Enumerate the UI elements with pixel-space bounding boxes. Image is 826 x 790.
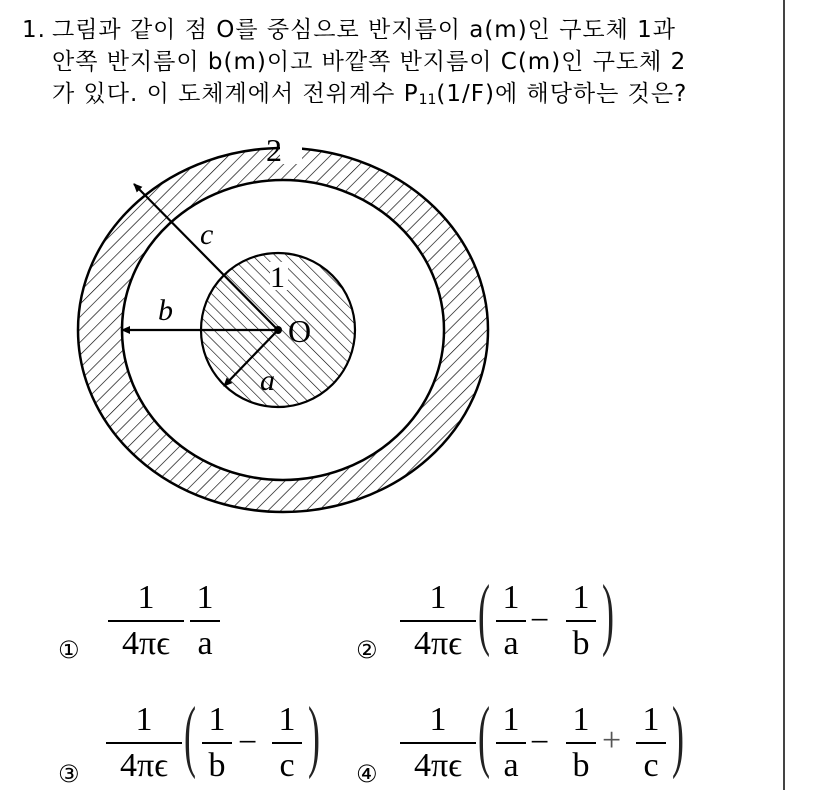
- option-2-lparen: (: [478, 570, 490, 658]
- option-4-marker: ④: [356, 760, 378, 788]
- option-3-term-b: 1 b: [202, 700, 232, 786]
- option-4-rparen: ): [672, 692, 684, 780]
- question-line-3: [52, 78, 687, 116]
- option-2-marker: ②: [356, 636, 378, 664]
- option-4-minus: −: [530, 724, 550, 761]
- option-2-rparen: ): [602, 570, 614, 658]
- option-1-coef: 1 4πϵ: [108, 578, 184, 664]
- option-4-term-a: 1 a: [496, 700, 526, 786]
- label-outer-2: 2: [266, 132, 282, 168]
- option-3-term-c: 1 c: [272, 700, 302, 786]
- label-center-O: O: [288, 313, 312, 349]
- option-2-minus: −: [530, 602, 550, 639]
- question-line-2: 안쪽 반지름이 b(m)이고 바깥쪽 반지름이 C(m)인 구도체 2: [52, 49, 687, 75]
- option-2-term-a: 1 a: [496, 578, 526, 664]
- option-4-term-c: 1 c: [636, 700, 666, 786]
- option-4-plus: +: [602, 722, 622, 759]
- question-line-1: 그림과 같이 점 O를 중심으로 반지름이 a(m)인 구도체 1과: [52, 17, 677, 43]
- label-2-backdrop: [280, 136, 302, 164]
- subscript-11: 11: [418, 92, 437, 108]
- option-4-lparen: (: [478, 692, 490, 780]
- option-2-term-b: 1 b: [566, 578, 596, 664]
- option-4-term-b: 1 b: [566, 700, 596, 786]
- option-3-marker: ③: [58, 760, 80, 788]
- question-number: 1.: [22, 17, 46, 43]
- option-3-lparen: (: [184, 692, 196, 780]
- page-right-border: [783, 0, 785, 790]
- label-b: b: [158, 294, 173, 327]
- option-1-marker: ①: [58, 636, 80, 664]
- label-c: c: [200, 218, 214, 251]
- label-a: a: [260, 364, 275, 397]
- option-1-term: 1 a: [190, 578, 220, 664]
- option-3-coef: 1 4πϵ: [106, 700, 182, 786]
- concentric-sphere-figure: [60, 120, 520, 540]
- label-inner-1: 1: [270, 261, 285, 294]
- option-2-coef: 1 4πϵ: [400, 578, 476, 664]
- option-3-rparen: ): [308, 692, 320, 780]
- question-line-3a: 가 있다. 이 도체계에서 전위계수 P: [52, 81, 419, 107]
- question-line-3b: (1/F)에 해당하는 것은?: [436, 81, 688, 107]
- option-3-minus: −: [238, 724, 258, 761]
- option-4-coef: 1 4πϵ: [400, 700, 476, 786]
